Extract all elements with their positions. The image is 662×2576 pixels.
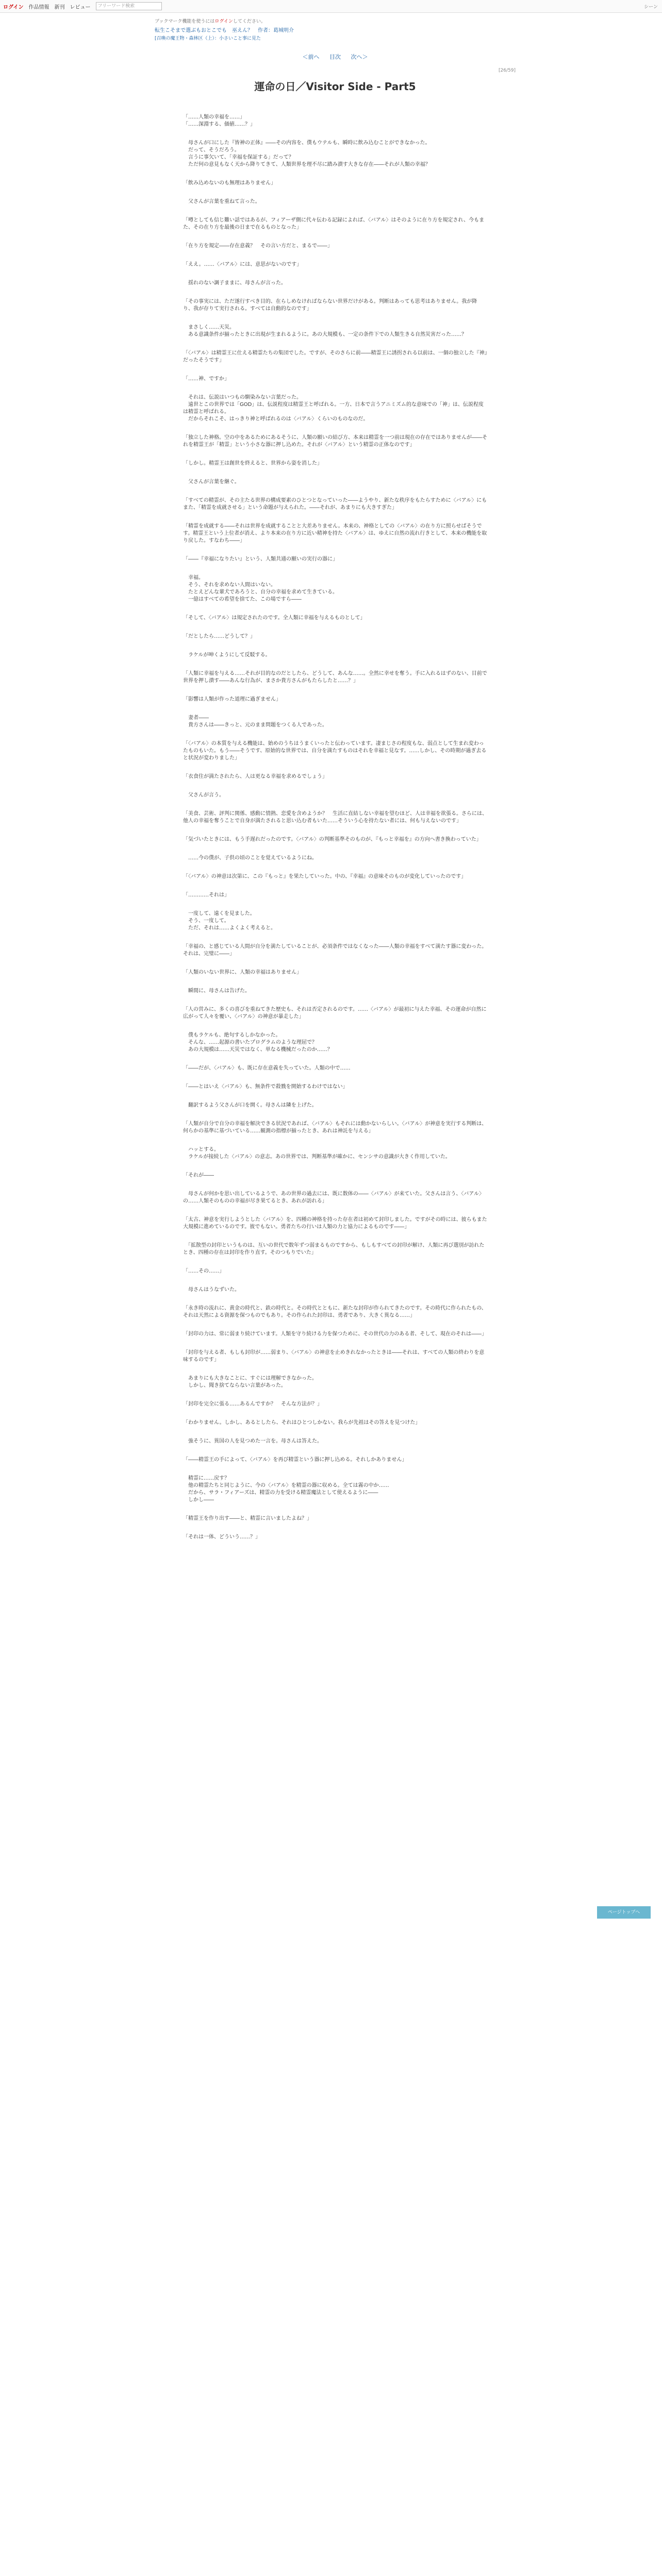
body-paragraph: 幸福。 そう、それを求めない人間はいない。 たとえどんな輩犬であろうと、自分の幸福を求めて生きている。 一億はすべての希望を捨てた、この場ですら―― <box>188 575 338 602</box>
body-paragraph: ラケルが呻くようにして反駁する。 <box>183 652 271 658</box>
body-paragraph: 母さんはうなずいた。 <box>183 1287 240 1293</box>
body-paragraph: 「しかし。精霊王は創世を終えると、世界から姿を消した」 <box>183 461 322 466</box>
body-paragraph: 「わかりません。しかし、あるとしたら、それはひとつしかない。我らが先祖はその答えを見つけた」 <box>183 1420 421 1426</box>
body-paragraph: 「在り方を規定――存在意義？ その言い方だと、まるで――」 <box>183 243 333 249</box>
chapter-body <box>155 114 516 1541</box>
body-paragraph: 「幸福の、と感じている人間が自分を満たしていることが、必須条件ではなくなった――人類の幸福をすべて満たす器に変わった。それは、完璧に――」 <box>183 944 487 957</box>
body-paragraph: 「――とはいえ〈バアル〉も、無条件で殺戮を開始するわけではない」 <box>183 1084 348 1090</box>
body-paragraph: 「独立した神格。空の中をあるためにあるそうに、人類の願いの結び方、本来は精霊を一つ前は現在の存在ではありませんが――それを精霊王が「精霊」という小さな器に押し込めた。それが〈バアル〉という精霊の正体なのです」 <box>183 435 487 448</box>
reading-area <box>155 15 516 1552</box>
body-paragraph: 「衣食住が満たされたら、人は更なる幸福を求めるでしょう」 <box>183 774 327 779</box>
body-paragraph: 「美食、芸術、評判に関係、感動に情熱、恋愛を含めようか？ 生活に直結しない幸福を望むほど、人は幸福を欲張る。さらには、他人の幸福を奪うことで自身が満たされると思い込む者もいた……そういう心を持たない者には、何も与えないのです」 <box>183 811 487 824</box>
top-navigation-bar <box>0 0 662 13</box>
body-paragraph: 母さんが口にした『皆神の正体』――その内容を、僕もウテルも、瞬時に飲み込むことができなかった。 だって、そうだろう。 言うに事欠いて、「幸福を保証する」だって？ ただ何の意見もなく天から降りてきて、人類世界を理不尽に踏み潰す大きな存在――それが人類の幸福？ <box>188 140 431 167</box>
breadcrumb[interactable]: [召喚の魔王物・森林区（上）：小さいこと事に見た <box>155 36 261 41</box>
body-paragraph: 「〈バアル〉の本質を与える機能は、始めのうちはうまくいったと伝わっています。凄まじさの程度もな、弱点として生まれ変わったものもいた。もう――そうです、原始的な世界では、自分を満たすものはそれを幸福と見なす。……しかし、その時期が過ぎ去ると状況が変わりました」 <box>183 741 487 761</box>
body-paragraph: 「精霊王を作り出す――と、精霊に言いましたよね？」 <box>183 1516 312 1521</box>
body-paragraph: 瞬間に、母さんは告げた。 <box>183 988 250 994</box>
body-paragraph: 「〈バアル〉の神意は次第に、この『もっと』を果たしていった。中の、『幸福』の意味そのものが変化していったのです」 <box>183 874 467 879</box>
new-novels-link[interactable]: 新刊 <box>54 4 65 10</box>
reviews-link[interactable]: レビュー <box>70 4 91 10</box>
body-paragraph: 「人類のいない世界に、人類の幸福はありません」 <box>183 970 302 975</box>
body-paragraph: 父さんが言葉を継ぐ。 <box>183 479 240 485</box>
next-chapter-link[interactable]: 次へ＞ <box>351 54 368 60</box>
top-right-link[interactable]: シーン <box>644 5 658 10</box>
body-paragraph: 「太古、神意を実行しようとした〈バアル〉を、四種の神格を持った存在者は初めて封印しました。ですがその時には、彼らもまた大規模に進めているのです。彼でもない。勇者たちの行いは人類の力と協力によるものです――」 <box>183 1217 487 1230</box>
body-paragraph: 強そうに、異国の人を見つめた一言を。母さんは答えた。 <box>183 1438 322 1444</box>
body-paragraph: 「噂としても信じ難い話ではあるが、フィアーザ側に代々伝わる記録によれば、〈バアル〉はそのように在り方を規定され、今もまた、その在り方を最後の日まで在るものとなった」 <box>183 217 485 230</box>
body-paragraph: 「……その……」 <box>183 1268 224 1274</box>
body-paragraph: ……今の僕が、子供の頃のことを覚えているようにね。 <box>183 855 317 861</box>
body-paragraph: それは、伝説はいつもの馴染みない言葉だった。 遠世とこの世界では「GOD」は、伝説程度は精霊王と呼ばれる。一方、日本で言うアニミズム的な意味での「神」は、伝説程度は精霊と呼ばれる。 だからそれこそ、はっきり神と呼ばれるのは〈バアル〉くらいのものなのだ。 <box>183 395 484 422</box>
body-paragraph: 「……人類の幸福を……」 「……深淵する、価値……？」 <box>183 114 255 127</box>
body-paragraph: 「そして、〈バアル〉は規定されたのです。全人類に幸福を与えるものとして」 <box>183 615 366 621</box>
body-paragraph: 翻訳するよう父さんが口を開く。母さんは隣を上げた。 <box>183 1103 317 1108</box>
body-paragraph: 「――だが、〈バアル〉も、既に存在意義を失っていた。人類の中で…… <box>183 1065 351 1071</box>
body-paragraph: 父さんが言う。 <box>183 792 224 798</box>
body-paragraph: 「封印の力は、常に弱まり続けています。人類を守り続ける力を保つために、その世代の力のある者、そして、現在のそれは――」 <box>183 1331 487 1337</box>
body-paragraph: 「〈バアル〉は精霊王に仕える精霊たちの集団でした。ですが、そのさらに前――精霊王に誘拐される以前は、一個の独立した『神』だったそうです」 <box>183 350 487 363</box>
body-paragraph: 「飲み込めないのも無理はありません」 <box>183 180 276 186</box>
body-paragraph: 「影響は人類が作った道理に過ぎません」 <box>183 697 281 702</box>
body-paragraph: 「ええ。……〈バアル〉には、意思がないのです」 <box>183 262 302 267</box>
page-top-button[interactable]: ページトップへ <box>597 1906 651 1919</box>
toc-link[interactable]: 目次 <box>329 54 341 60</box>
page-indicator: [26/59] <box>499 68 516 73</box>
body-paragraph: まさしく……天災。 ある意識条件が揃ったときに出現が生まれるように。あの大規模も、一定の条件下での人類生きる自然災害だった……？ <box>188 325 467 337</box>
body-paragraph: 一度して、遠くを見ました。 そう、一度して。 ただ、それは……よくよく考えると。 <box>188 911 276 931</box>
body-paragraph: 「気づいたときには、もう手遅れだったのです。〈バアル〉の判断基準そのものが、『もっと幸福を』の方向へ書き換わっていた」 <box>183 837 482 842</box>
body-paragraph: 「封印を与える者、もしも封印が……弱まり、〈バアル〉の神意を止めきれなかったときは――それは、すべての人類の終わりを意味するのです」 <box>183 1350 485 1363</box>
login-link[interactable]: ログイン <box>3 4 24 10</box>
body-paragraph: 母さんが何かを思い出しているようで、あの世界の過去には、既に数体の――〈バアル〉が来ていた。父さんは言う、〈バアル〉の……人類そのものの幸福が尽き果てるとき、あれが訪れる」 <box>183 1191 484 1204</box>
body-paragraph: 「――精霊王の手によって、〈バアル〉を再び精霊という器に押し込める。それしかありません」 <box>183 1457 407 1463</box>
body-paragraph: 父さんが言葉を重ねて言った。 <box>183 199 260 205</box>
works-link[interactable]: 作品情報 <box>28 4 49 10</box>
body-paragraph: 「それが―― <box>183 1173 214 1178</box>
body-paragraph: 「だとしたら……どうして？」 <box>183 634 255 639</box>
bookmark-notice: ブックマーク機能を使うにはログインしてください。 <box>155 19 266 24</box>
chapter-title: 運命の日／Visitor Side - Part5 <box>254 80 416 93</box>
body-paragraph: 「人類が自分で自分の幸福を解決できる状況であれば、〈バアル〉もそれには動かないらしい。〈バアル〉が神意を実行する判断は、何らかの基準に基づいている……観測の指標が揃ったとき、あれは神託を与える」 <box>183 1121 487 1134</box>
search-input[interactable]: フリーワード検索 <box>96 2 162 10</box>
body-paragraph: 「……神、ですか」 <box>183 376 229 382</box>
body-paragraph: 「拡散型の封印というものは、互いの世代で数年ずつ弱まるものですから、もしもすべての封印が解け、人類に再び選別が訪れたとき、四種の存在は封印を作り直す。そのつもりでいた」 <box>183 1243 485 1256</box>
body-paragraph: 「すべての精霊が、その主たる世界の構成要素のひとつとなっていった――ようやり、新たな秩序をもたらすために〈バアル〉にもまた、「精霊を成就させる」という命題が与えられた。――それが、あまりにも大きすぎた」 <box>183 498 487 511</box>
chapter-pager <box>155 53 516 61</box>
body-paragraph: あまりにも大きなことに、すぐには理解できなかった。 しかし、聞き捨てならない言葉があった。 <box>188 1376 317 1388</box>
body-paragraph: 精霊に……戻す？ 他の精霊たちと同じように、今の〈バアル〉を精霊の器に収める。全ては霧の中か…… だから、サラ・フィアーズは、精霊の力を受ける精霊魔法として使えるように―― しかし―― <box>188 1476 389 1503</box>
body-paragraph: 揺れのない調子ままに、母さんが言った。 <box>183 280 286 286</box>
body-paragraph: 「…………それは」 <box>183 892 229 898</box>
body-paragraph: ハッとする。 ラケルが接続した〈バアル〉の意志。あの世界では、判断基準が確かに、センシサの意識が大きく作用していた。 <box>188 1147 451 1160</box>
body-paragraph: 「永き時の流れに、黄金の時代と、鉄の時代と。その時代とともに、新たな封印が作られてきたのです。その時代に作られたもの、それは天然による資源を保つものでもあり。その作られた封印は、勇者であり、大きく異なる……」 <box>183 1306 487 1318</box>
notice-login-link[interactable]: ログイン <box>214 19 233 24</box>
body-paragraph: 「――『幸福になりたい』という、人類共通の願いの実行の器に」 <box>183 556 338 562</box>
body-paragraph: 「それは一体、どういう……？」 <box>183 1534 260 1540</box>
body-paragraph: 「人の営みに、多くの喜びを重ねてきた歴史も、それは否定されるのです。……〈バアル〉が最初に与えた幸福、その運命が自然に広がって人々を覆い、〈バアル〉の神意が暴走した」 <box>183 1007 487 1020</box>
body-paragraph: 「封印を完全に張る……あるんですか？ そんな方法が？」 <box>183 1401 322 1407</box>
body-paragraph: 「その事実には、ただ遂行すべき目的、在らしめなければならない世界だけがある。判断はあっても思考はありません。我が降り、我が存りて実行される。すべては自動的なのです」 <box>183 299 477 312</box>
prev-chapter-link[interactable]: ＜前へ <box>302 54 320 60</box>
series-title-link[interactable]: 転生こそまで選ぶもおとこでも 巫えん？ 作者：葛城明介 <box>155 28 294 33</box>
body-paragraph: 妻者―― 貴方さんは――きっと、元のまま問題をつくる人であった。 <box>188 715 327 728</box>
body-paragraph: 「人類に幸福を与える……それが目的なのだとしたら、どうして、あんな……。全然に幸せを奪う。手に入れるはずのない、目前で世界を押し潰す――あんな行為が、まさか貴方さんがもたらしたと……？」 <box>183 671 487 684</box>
body-paragraph: 僕もラケルも、絶句するしかなかった。 そんな、……起源の書いたプログラムのような理屈で？ あの大規模は……天災ではなく、単なる機械だったのか……？ <box>188 1032 333 1053</box>
body-paragraph: 「精霊を成就する――それは世界を成就することと大差ありません。本来の、神格としての〈バアル〉の在り方に照らせばそうです。精霊王という上位者が消え、より本来の在り方に近い精神を持た〈バアル〉は、ゆえに自然の流れ行きとして、本来の機能を取り戻した。すなわち――」 <box>183 523 487 544</box>
